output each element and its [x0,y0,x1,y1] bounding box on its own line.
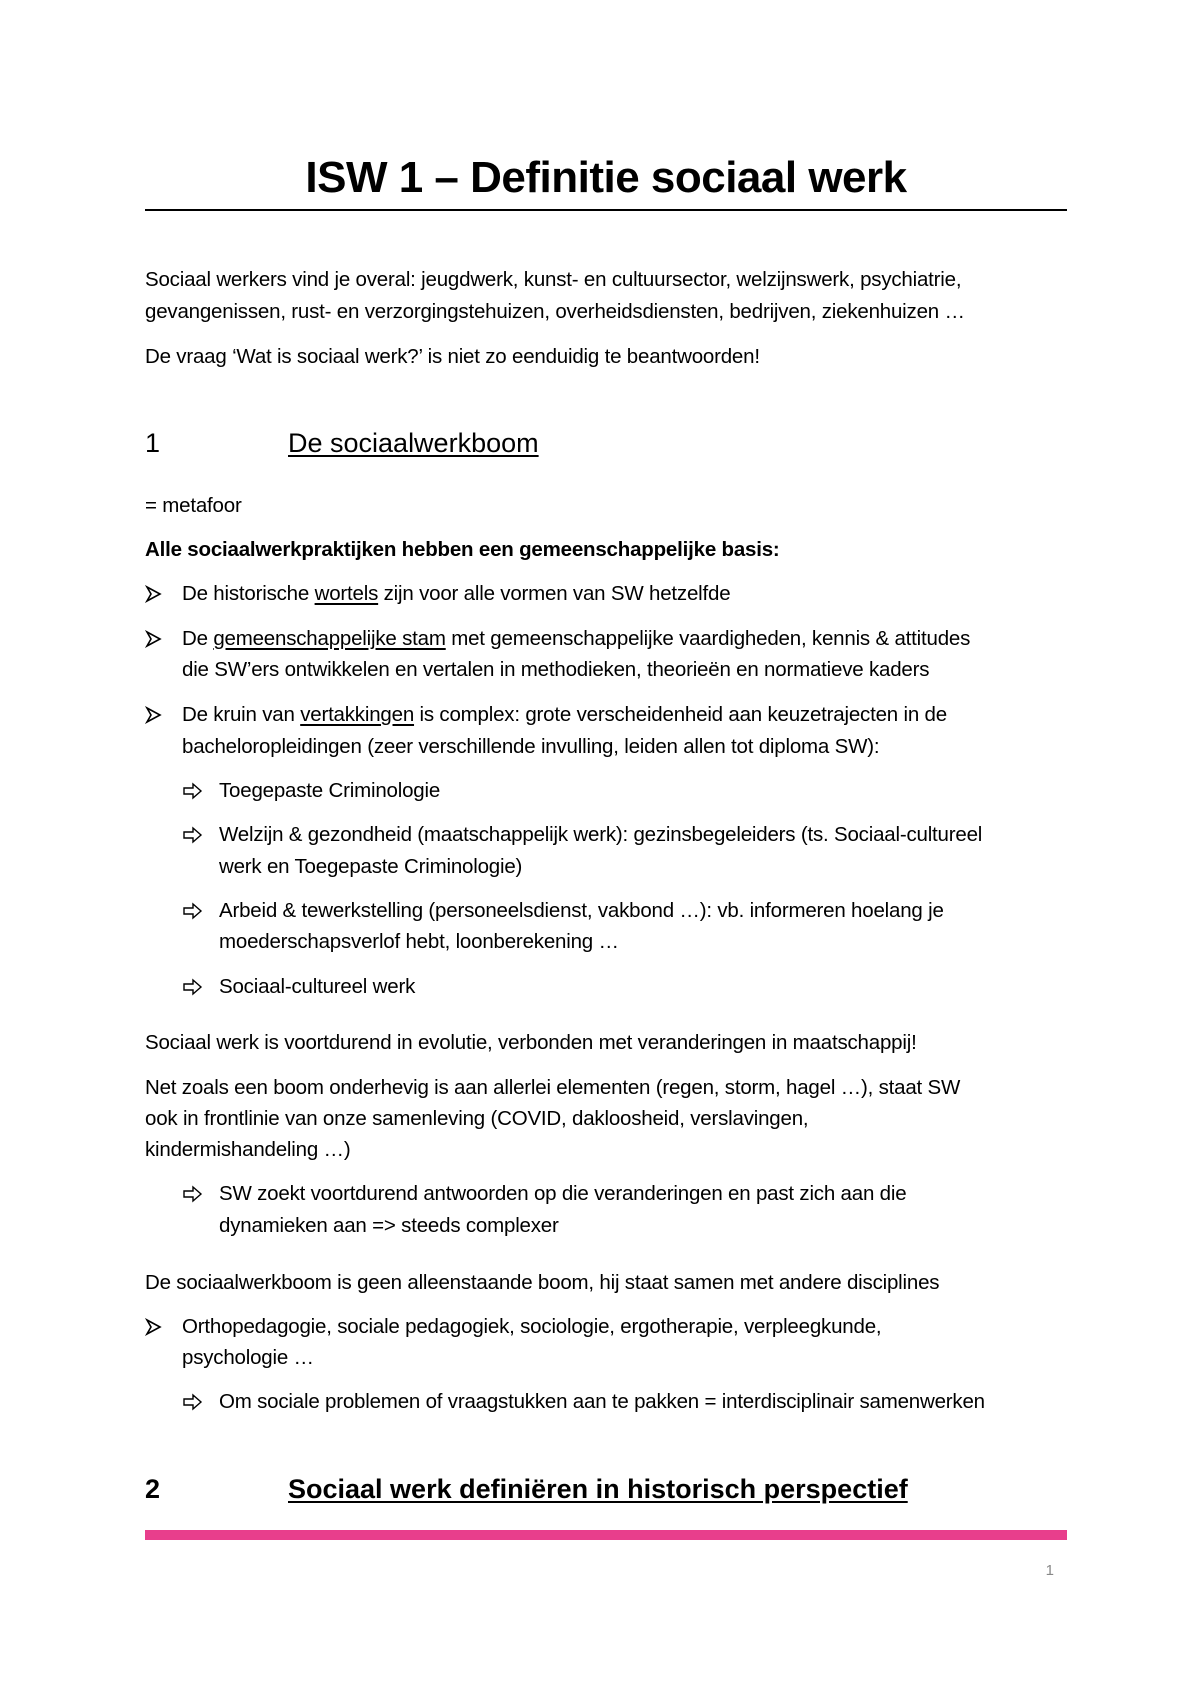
evolutie-line: Sociaal werk is voortdurend in evolutie, verbonden met veranderingen in maatschappij! [145,1031,917,1054]
section-1-number: 1 [145,428,161,458]
page-number: 1 [1045,1562,1054,1579]
basis-line: Alle sociaalwerkpraktijken hebben een gemeenschappelijke basis: [145,538,780,561]
sub-bullet-text: werk en Toegepaste Criminologie) [219,855,523,878]
section-2-title: Sociaal werk definiëren in historisch perspectief [288,1474,908,1504]
sub-bullet-text: Om sociale problemen of vraagstukken aan te pakken = interdisciplinair samenwerken [219,1390,985,1413]
document-title: ISW 1 – Definitie sociaal werk [305,153,907,202]
arrow-right-icon [182,971,212,1003]
sub-bullet-text: Toegepaste Criminologie [219,779,441,802]
section-2-heading [145,1469,908,1509]
arrow-right-icon [182,1386,212,1418]
arrowhead-bullet-icon [145,699,175,731]
bullet-text: De historische [182,582,315,605]
bullet-text: is complex: grote verscheidenheid aan keuzetrajecten in de [414,703,947,726]
alleenstaand-line: De sociaalwerkboom is geen alleenstaande boom, hij staat samen met andere disciplines [145,1271,940,1294]
title-underline [145,209,1067,211]
intro-line-2: gevangenissen, rust- en verzorgingstehuizen, overheidsdiensten, bedrijven, ziekenhuizen … [145,300,965,323]
arrowhead-bullet-icon [145,1311,175,1343]
arrow-right-icon [182,895,212,927]
arrow-right-icon [182,1178,212,1210]
bullet-text: met gemeenschappelijke vaardigheden, kennis & attitudes [445,627,971,650]
section-divider [145,1530,1067,1540]
sub-bullet-text: dynamieken aan => steeds complexer [219,1214,559,1237]
boom-line-2: ook in frontlinie van onze samenleving (COVID, dakloosheid, verslavingen, [145,1107,809,1130]
boom-line-1: Net zoals een boom onderhevig is aan allerlei elementen (regen, storm, hagel …), staat SW [145,1076,961,1099]
intro-question: De vraag ‘Wat is sociaal werk?’ is niet zo eenduidig te beantwoorden! [145,345,760,368]
underlined-term: wortels [314,582,379,605]
arrowhead-bullet-icon [145,578,175,610]
underlined-term: gemeenschappelijke stam [213,627,446,650]
sub-bullet-text: Welzijn & gezondheid (maatschappelijk werk): gezinsbegeleiders (ts. Sociaal-cultureel [219,823,983,846]
arrowhead-bullet-icon [145,623,175,655]
sub-bullet-text: Sociaal-cultureel werk [219,975,416,998]
bullet-text: zijn voor alle vormen van SW hetzelfde [378,582,731,605]
bullet-text: De [182,627,214,650]
intro-line-1: Sociaal werkers vind je overal: jeugdwerk, kunst- en cultuursector, welzijnswerk, psychiatrie, [145,268,962,291]
bullet-text: De kruin van [182,703,301,726]
underlined-term: vertakkingen [300,703,415,726]
bullet-text: psychologie … [182,1346,314,1369]
section-1-heading [145,423,539,463]
bullet-text: die SW’ers ontwikkelen en vertalen in methodieken, theorieën en normatieve kaders [182,658,930,681]
section-1-title: De sociaalwerkboom [288,428,539,458]
metafoor-line: = metafoor [145,494,242,517]
arrow-right-icon [182,819,212,851]
sub-bullet-text: moederschapsverlof hebt, loonberekening … [219,930,619,953]
bullet-text: Orthopedagogie, sociale pedagogiek, sociologie, ergotherapie, verpleegkunde, [182,1315,882,1338]
sub-bullet-text: SW zoekt voortdurend antwoorden op die veranderingen en past zich aan die [219,1182,907,1205]
arrow-right-icon [182,775,212,807]
bullet-text: bacheloropleidingen (zeer verschillende invulling, leiden allen tot diploma SW): [182,735,880,758]
section-2-number: 2 [145,1474,161,1504]
boom-line-3: kindermishandeling …) [145,1138,351,1161]
sub-bullet-text: Arbeid & tewerkstelling (personeelsdienst, vakbond …): vb. informeren hoelang je [219,899,944,922]
